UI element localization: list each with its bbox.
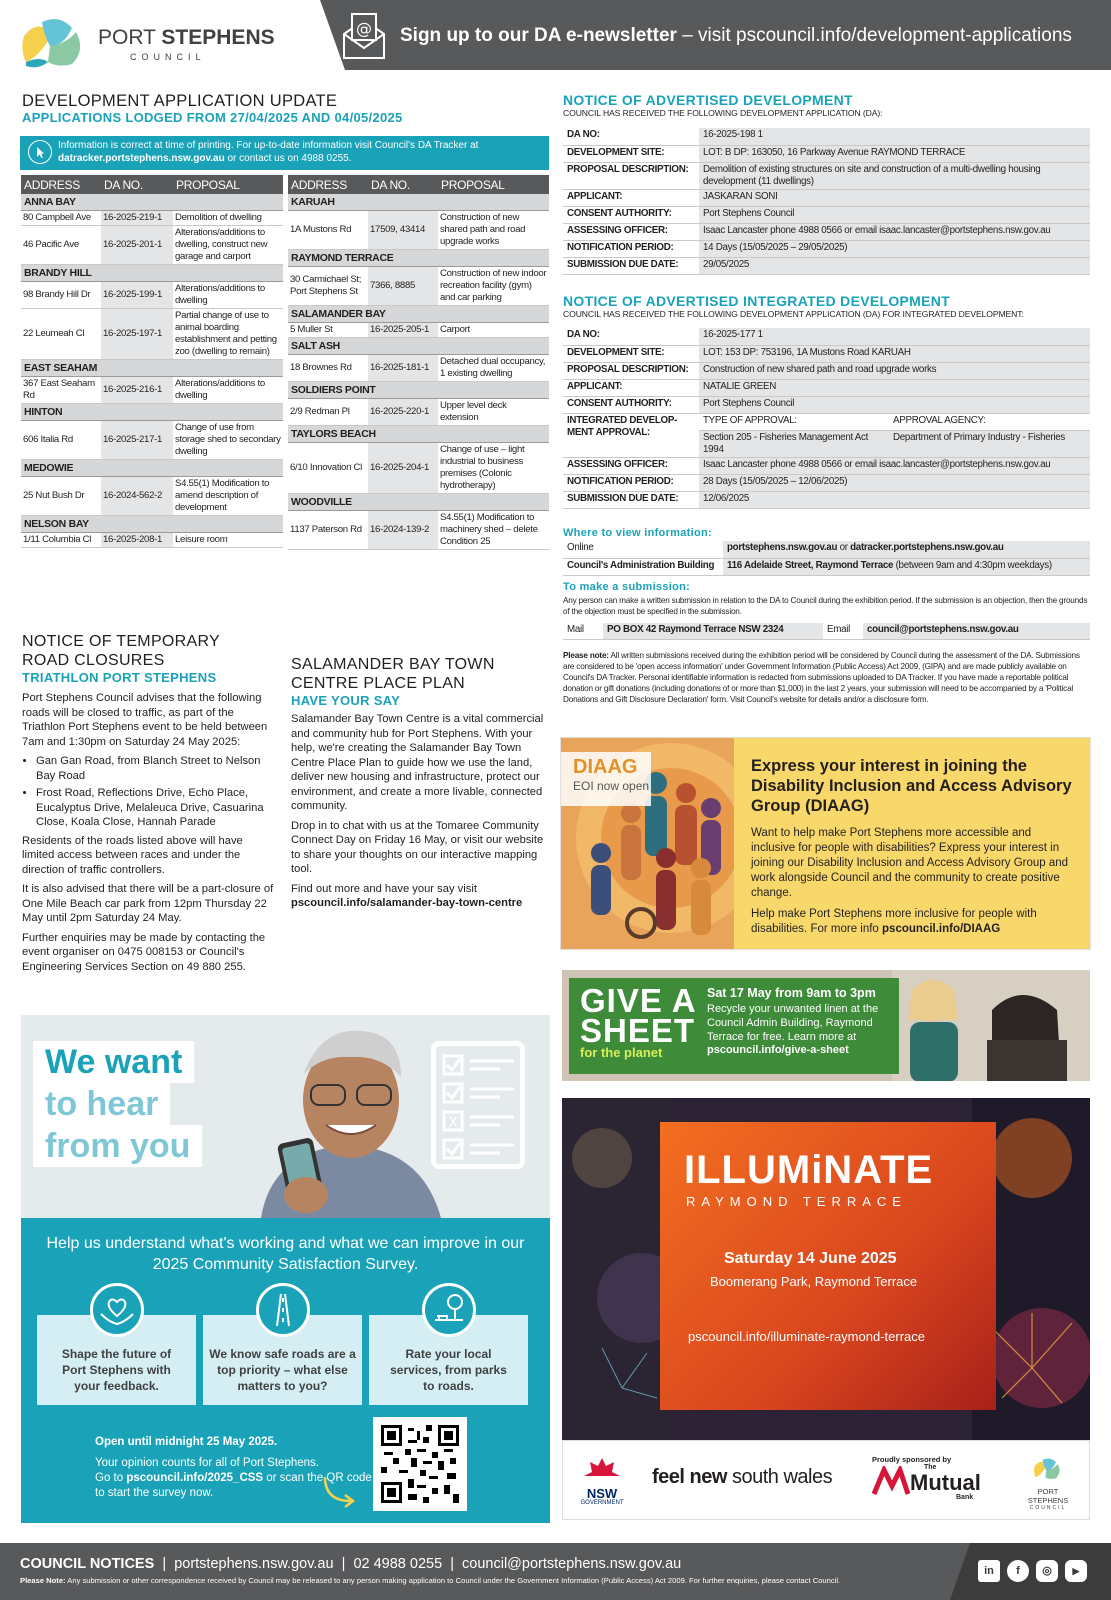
suburb-row	[21, 265, 283, 282]
park-icon	[422, 1283, 476, 1337]
table-row[interactable]	[21, 282, 283, 309]
suburb-row	[21, 194, 283, 211]
da-number-cell: 16-2025-220-1	[368, 399, 438, 426]
list-item: • Frost Road, Reflections Drive, Echo Place, Eucalyptus Drive, Melaleuca Drive, Casuarina Close, Koala Close, Hannah Parade	[36, 786, 278, 830]
notice-value: JASKARAN SONI	[699, 189, 1090, 206]
online-label: Online	[563, 541, 723, 558]
integrated-subtitle: COUNCIL HAS RECEIVED THE FOLLOWING DEVELOPMENT APPLICATION (DA) FOR INTEGRATED DEVELOPMENT:	[563, 309, 1024, 319]
integrated-table	[563, 328, 1090, 509]
notice-key: NOTIFICATION PERIOD:	[563, 240, 699, 257]
survey-card: We know safe roads are a top priority – what else matters to you?	[203, 1315, 362, 1405]
survey-open-until: Open until midnight 25 May 2025.	[95, 1436, 278, 1448]
proposal-cell: Change of use – light industrial to business premises (Colonic hydrotherapy)	[438, 443, 549, 494]
illuminate-subtitle: RAYMOND TERRACE	[686, 1194, 907, 1209]
suburb-name: MEDOWIE	[21, 460, 283, 477]
suburb-name: KARUAH	[288, 194, 549, 211]
suburb-row	[288, 426, 549, 443]
give-sheet-photo	[892, 970, 1090, 1081]
advertised-title: NOTICE OF ADVERTISED DEVELOPMENT	[563, 92, 853, 108]
give-sheet-heading: Sat 17 May from 9am to 3pm	[707, 986, 876, 1000]
diaag-panel: DIAAG EOI now open Express your interest in joining the Disability Inclusion and Access Advisory Group (DIAAG) Want to help make Port Stephens more accessible and inclusive for people with disabilities? Express your interest in joining our Disability Inclusion and Access Advisory Group and work alongside Council and the community to create positive change. Help make Port Stephens more inclusive for people with disabilities. For more info pscouncil.info/DIAAG	[560, 737, 1091, 950]
paragraph: Find out more and have your say visit	[291, 882, 477, 895]
address-cell: 606 Italia Rd	[21, 421, 101, 460]
diaag-link[interactable]: pscouncil.info/DIAAG	[882, 923, 1001, 935]
address-cell: 98 Brandy Hill Dr	[21, 282, 101, 309]
notice-value: 16-2025-198 1	[699, 128, 1090, 145]
please-note: Please note: All written submissions received during the exhibition period will be considered by Council during the assessment of the DA. Submissions are considered to be 'open access information' under Government Information (Public Access) Act 2009, (GIPA) and are made publicly available on Council's DA Tracker. Personal identifiable information is redacted from submissions uploaded to DA Tracker. If you have made a reportable political donation or gift donations (including donations of or more than $1,000) in the last 2 years, your submission will need to be accompanied by a 'Political Donations and Gift Disclosure Declaration' form. Visit Council's website for details and/or a disclosure form.	[563, 651, 1080, 704]
col-header-proposal: PROPOSAL	[173, 175, 283, 194]
suburb-row	[288, 306, 549, 323]
cursor-click-icon	[28, 140, 52, 164]
notice-value: 12/06/2025	[699, 491, 1090, 508]
notice-value: LOT: 153 DP: 753196, 1A Mustons Road KARUAH	[699, 345, 1090, 362]
notice-key: CONSENT AUTHORITY:	[563, 206, 699, 223]
notice-row	[563, 240, 1090, 257]
proposal-cell: Alterations/additions to dwelling	[173, 282, 283, 309]
table-row[interactable]	[288, 267, 549, 306]
col-header-address: ADDRESS	[288, 175, 368, 194]
paragraph: Further enquiries may be made by contacting the event organiser on 0475 008153 or Council's Engineering Services Section on 49 880 255.	[22, 931, 266, 973]
suburb-row	[21, 516, 283, 533]
table-row[interactable]	[21, 533, 283, 548]
survey-cta: Your opinion counts for all of Port Stephens. Go to pscouncil.info/2025_CSS or scan the QR code to start the survey now.	[95, 1457, 372, 1499]
road-closures-section	[22, 632, 278, 979]
footer-web-link[interactable]: portstephens.nsw.gov.au	[174, 1556, 334, 1572]
salamander-section	[291, 655, 549, 911]
datracker-link[interactable]: datracker.portstephens.nsw.gov.au	[58, 153, 225, 164]
notice-key: PROPOSAL DESCRIPTION:	[563, 362, 699, 379]
address-cell: 2/9 Redman Pl	[288, 399, 368, 426]
road-closures-title: NOTICE OF TEMPORARY ROAD CLOSURES	[22, 633, 221, 669]
notice-key: SUBMISSION DUE DATE:	[563, 257, 699, 274]
youtube-icon[interactable]: ▶	[1065, 1560, 1087, 1582]
survey-checklist-graphic	[431, 1041, 525, 1169]
notice-key: DEVELOPMENT SITE:	[563, 145, 699, 162]
table-row[interactable]	[21, 421, 283, 460]
arrow-icon	[321, 1471, 361, 1511]
website-link[interactable]: portstephens.nsw.gov.au	[727, 542, 838, 553]
suburb-name: BRANDY HILL	[21, 265, 283, 282]
suburb-row	[21, 360, 283, 377]
notice-row	[563, 145, 1090, 162]
logo-subtitle: COUNCIL	[130, 52, 206, 62]
da-number-cell: 16-2025-197-1	[101, 309, 173, 360]
table-row[interactable]	[288, 211, 549, 250]
list-item: • Gan Gan Road, from Blanch Street to Nelson Bay Road	[36, 754, 278, 783]
view-info-heading: Where to view information:	[563, 527, 712, 539]
sponsored-by-label: Proudly sponsored by	[872, 1455, 952, 1464]
notice-key: SUBMISSION DUE DATE:	[563, 491, 699, 508]
address-cell: 18 Brownes Rd	[288, 355, 368, 382]
notice-key: ASSESSING OFFICER:	[563, 223, 699, 240]
illuminate-venue: Boomerang Park, Raymond Terrace	[710, 1274, 918, 1289]
table-row[interactable]	[288, 443, 549, 494]
notice-row	[563, 162, 1090, 189]
notice-value: 28 Days (15/05/2025 – 12/06/2025)	[699, 474, 1090, 491]
give-sheet-logo: GIVE A SHEET for the planet	[580, 982, 697, 1060]
suburb-name: ANNA BAY	[21, 194, 283, 211]
footer-label: COUNCIL NOTICES	[20, 1556, 155, 1572]
road-closures-body	[22, 691, 278, 974]
give-a-sheet-panel	[562, 970, 1090, 1081]
salamander-link[interactable]: pscouncil.info/salamander-bay-town-centre	[291, 897, 523, 909]
paragraph: Want to help make Port Stephens more accessible and inclusive for people with disabilities? Express your interest in joining our Disability Inclusion and Access Advisory Group and work alongside Council and the community to create positive change.	[751, 827, 1069, 899]
address-cell: 46 Pacific Ave	[21, 226, 101, 265]
survey-card: Shape the future of Port Stephens with your feedback.	[37, 1315, 196, 1405]
suburb-row	[288, 250, 549, 267]
give-sheet-text: Recycle your unwanted linen at the Council Admin Building, Raymond Terrace for free. Learn more at	[707, 1003, 879, 1043]
notice-value: LOT: B DP: 163050, 16 Parkway Avenue RAYMOND TERRACE	[699, 145, 1090, 162]
proposal-cell: Partial change of use to animal boarding establishment and petting zoo (dwelling to remain)	[173, 309, 283, 360]
survey-panel	[21, 1015, 550, 1523]
qr-code[interactable]	[373, 1417, 467, 1511]
survey-link[interactable]: pscouncil.info/2025_CSS	[126, 1472, 264, 1484]
notice-key: DA NO:	[563, 328, 699, 345]
col-header-address: ADDRESS	[21, 175, 101, 194]
suburb-name: EAST SEAHAM	[21, 360, 283, 377]
advertised-table	[563, 128, 1090, 275]
feel-new-south-wales-logo: feel new south wales	[652, 1466, 833, 1488]
address-cell: 1/11 Columbia Cl	[21, 533, 101, 548]
address-cell: 80 Campbell Ave	[21, 211, 101, 226]
admin-address: 116 Adelaide Street, Raymond Terrace	[727, 559, 894, 571]
da-number-cell: 16-2025-199-1	[101, 282, 173, 309]
svg-text:@: @	[356, 19, 372, 38]
road-icon	[256, 1283, 310, 1337]
table-row[interactable]	[21, 309, 283, 360]
info-box: Information is correct at time of printing. For up-to-date information visit Council's DA Tracker at datracker.portstephens.nsw.gov.au or contact us on 4988 0255.	[20, 136, 549, 170]
da-table-left	[21, 175, 283, 548]
facebook-icon[interactable]: f	[1007, 1560, 1029, 1582]
suburb-row	[21, 460, 283, 477]
road-closures-subtitle: TRIATHLON PORT STEPHENS	[22, 670, 217, 685]
notice-row	[563, 128, 1090, 145]
port-stephens-small-logo: PORT STEPHENS COUNCIL	[1018, 1456, 1078, 1511]
diaag-illustration	[561, 738, 734, 949]
da-number-cell: 16-2024-139-2	[368, 511, 438, 550]
notice-value: 14 Days (15/05/2025 – 29/05/2025)	[699, 240, 1090, 257]
proposal-cell: Construction of new shared path and road upgrade works	[438, 211, 549, 250]
da-number-cell: 16-2025-208-1	[101, 533, 173, 548]
da-table-right	[288, 175, 549, 550]
address-cell: 25 Nut Bush Dr	[21, 477, 101, 516]
table-row[interactable]	[288, 323, 549, 338]
paragraph: Drop in to chat with us at the Tomaree Community Connect Day on Friday 16 May, or visit our website to share your thoughts on our interactive mapping tool.	[291, 819, 544, 875]
submission-text: Any person can make a written submission in relation to the DA to Council during the exhibition period. If the submission is an objection, then the grounds of the objection must be specified in the submission.	[563, 595, 1088, 616]
paragraph: Residents of the roads listed above will have limited access between races and under the direction of traffic controllers.	[22, 834, 243, 876]
notice-row	[563, 328, 1090, 345]
suburb-row	[288, 338, 549, 355]
col-header-proposal: PROPOSAL	[438, 175, 549, 194]
type-of-approval-value: Section 205 - Fisheries Management Act 1994	[699, 430, 889, 457]
notice-row	[563, 457, 1090, 474]
notice-row	[563, 396, 1090, 413]
da-update-subtitle: APPLICATIONS LODGED FROM 27/04/2025 AND 04/05/2025	[22, 110, 403, 125]
salamander-title: SALAMANDER BAY TOWN CENTRE PLACE PLAN	[291, 656, 495, 692]
notice-value: 16-2025-177 1	[699, 328, 1090, 345]
the-mutual-bank-logo: The Mutual Bank	[872, 1466, 982, 1502]
illuminate-panel	[562, 1098, 1090, 1440]
paragraph: Salamander Bay Town Centre is a vital commercial and community hub for Port Stephens. With your help, we're creating the Salamander Bay Town Centre Place Plan to guide how we use the land, deliver new housing and infrastructure, protect our environment, and create a more livable, connected community.	[291, 713, 544, 812]
footer-phone[interactable]: 02 4988 0255	[353, 1556, 443, 1572]
col-header-dano: DA NO.	[368, 175, 438, 194]
notice-row	[563, 206, 1090, 223]
da-number-cell: 16-2025-217-1	[101, 421, 173, 460]
notice-row	[563, 189, 1090, 206]
suburb-row	[288, 382, 549, 399]
address-cell: 30 Carmichael St; Port Stephens St	[288, 267, 368, 306]
paragraph: Port Stephens Council advises that the following roads will be closed to traffic, as part of the Triathlon Port Stephens event to be held between 7am and 1:30pm on Saturday 24 May 2025:	[22, 692, 268, 748]
suburb-name: RAYMOND TERRACE	[288, 250, 549, 267]
address-cell: 5 Muller St	[288, 323, 368, 338]
approval-agency-value: Department of Primary Industry - Fisheries	[889, 430, 1090, 457]
notice-key: NOTIFICATION PERIOD:	[563, 474, 699, 491]
give-sheet-link[interactable]: pscouncil.info/give-a-sheet	[707, 1044, 849, 1056]
da-update-title: DEVELOPMENT APPLICATION UPDATE	[22, 92, 338, 110]
illuminate-date: Saturday 14 June 2025	[724, 1250, 897, 1267]
proposal-cell: Leisure room	[173, 533, 283, 548]
proposal-cell: Change of use from storage shed to secondary dwelling	[173, 421, 283, 460]
table-row[interactable]	[21, 211, 283, 226]
notice-key: ASSESSING OFFICER:	[563, 457, 699, 474]
notice-row	[563, 491, 1090, 508]
suburb-row	[288, 194, 549, 211]
type-of-approval-label: TYPE OF APPROVAL:	[699, 413, 889, 430]
table-row[interactable]	[21, 377, 283, 404]
diaag-badge: DIAAG EOI now open	[561, 752, 651, 806]
suburb-name: SALT ASH	[288, 338, 549, 355]
da-number-cell: 17509, 43414	[368, 211, 438, 250]
footer-note: Please Note: Any submission or other correspondence received by Council may be released to any person making application to Council under the Government Information (Public Access) Act 2009. For further enquiries, please contact Council.	[20, 1576, 841, 1585]
svg-text:X: X	[448, 1115, 458, 1131]
advertised-subtitle: COUNCIL HAS RECEIVED THE FOLLOWING DEVELOPMENT APPLICATION (DA):	[563, 108, 883, 118]
suburb-row	[21, 404, 283, 421]
suburb-name: SALAMANDER BAY	[288, 306, 549, 323]
notice-key: DEVELOPMENT SITE:	[563, 345, 699, 362]
notice-key: INTEGRATED DEVELOP-MENT APPROVAL:	[563, 413, 699, 457]
diaag-heading: Express your interest in joining the Disability Inclusion and Access Advisory Group (DIAAG)	[751, 757, 1072, 815]
da-number-cell: 16-2025-205-1	[368, 323, 438, 338]
instagram-icon[interactable]: ◎	[1036, 1560, 1058, 1582]
da-number-cell: 16-2024-562-2	[101, 477, 173, 516]
da-number-cell: 16-2025-181-1	[368, 355, 438, 382]
da-number-cell: 7366, 8885	[368, 267, 438, 306]
notice-value: Demolition of existing structures on site and construction of a multi-dwelling housing development (11 dwellings)	[699, 162, 1090, 189]
notice-key: CONSENT AUTHORITY:	[563, 396, 699, 413]
admin-building-label: Council's Administration Building	[563, 558, 723, 575]
address-cell: 6/10 Innovation Cl	[288, 443, 368, 494]
survey-card: Rate your local services, from parks to roads.	[369, 1315, 528, 1405]
da-number-cell: 16-2025-219-1	[101, 211, 173, 226]
proposal-cell: Upper level deck extension	[438, 399, 549, 426]
proposal-cell: Detached dual occupancy, 1 existing dwelling	[438, 355, 549, 382]
table-row[interactable]	[288, 511, 549, 550]
notice-value: Port Stephens Council	[699, 396, 1090, 413]
notice-row	[563, 223, 1090, 240]
suburb-name: WOODVILLE	[288, 494, 549, 511]
da-number-cell: 16-2025-204-1	[368, 443, 438, 494]
table-row[interactable]	[21, 477, 283, 516]
suburb-row	[288, 494, 549, 511]
proposal-cell: Alterations/additions to dwelling, construct new garage and carport	[173, 226, 283, 265]
integrated-title: NOTICE OF ADVERTISED INTEGRATED DEVELOPMENT	[563, 293, 951, 309]
notice-key: APPLICANT:	[563, 189, 699, 206]
address-cell: 22 Leumeah Cl	[21, 309, 101, 360]
port-stephens-logo	[20, 16, 88, 70]
survey-intro: Help us understand what's working and what we can improve in our 2025 Community Satisfaction Survey.	[46, 1235, 525, 1273]
approval-agency-label: APPROVAL AGENCY:	[889, 413, 1090, 430]
suburb-name: NELSON BAY	[21, 516, 283, 533]
proposal-cell: Carport	[438, 323, 549, 338]
salamander-body	[291, 712, 549, 911]
notice-row	[563, 474, 1090, 491]
notice-row	[563, 362, 1090, 379]
mail-address: PO BOX 42 Raymond Terrace NSW 2324	[603, 623, 823, 640]
table-row[interactable]	[288, 355, 549, 382]
notice-key: APPLICANT:	[563, 379, 699, 396]
notice-row	[563, 379, 1090, 396]
footer-contact: COUNCIL NOTICES | portstephens.nsw.gov.au | 02 4988 0255 | council@portstephens.nsw.gov.au	[20, 1556, 682, 1572]
illuminate-link[interactable]: pscouncil.info/illuminate-raymond-terrace	[688, 1329, 925, 1344]
address-cell: 367 East Seaham Rd	[21, 377, 101, 404]
footer-email-link[interactable]: council@portstephens.nsw.gov.au	[462, 1556, 682, 1572]
paragraph: It is also advised that there will be a part-closure of One Mile Beach car park from 12pm Thursday 22 May until 2pm Saturday 24 May.	[22, 883, 274, 924]
suburb-name: TAYLORS BEACH	[288, 426, 549, 443]
submission-heading: To make a submission:	[563, 580, 691, 593]
email-link[interactable]: council@portstephens.nsw.gov.au	[863, 623, 1090, 640]
suburb-name: SOLDIERS POINT	[288, 382, 549, 399]
suburb-name: HINTON	[21, 404, 283, 421]
logo-wordmark: PORT STEPHENS	[98, 26, 275, 49]
newsletter-banner-text[interactable]: Sign up to our DA e-newsletter – visit pscouncil.info/development-applications	[400, 25, 1072, 46]
notice-key: PROPOSAL DESCRIPTION:	[563, 162, 699, 189]
survey-headline: We want to hear from you	[33, 1041, 202, 1167]
table-row[interactable]	[21, 226, 283, 265]
proposal-cell: Alterations/additions to dwelling	[173, 377, 283, 404]
col-header-dano: DA NO.	[101, 175, 173, 194]
da-number-cell: 16-2025-216-1	[101, 377, 173, 404]
notice-row	[563, 413, 1090, 430]
notice-row	[563, 345, 1090, 362]
address-cell: 1137 Paterson Rd	[288, 511, 368, 550]
proposal-cell: S4.55(1) Modification to amend description of development	[173, 477, 283, 516]
view-info-section: Where to view information: Online portstephens.nsw.gov.au or datracker.portstephens.nsw.gov.au Council's Administration Building 116 Adelaide Street, Raymond Terrace (between 9am and 4:30pm weekdays) To make a submission: Any person can make a written submission in relation to the DA to Council during the exhibition period. If the submission is an objection, then the grounds of the objection must be specified in the submission. Mail PO BOX 42 Raymond Terrace NSW 2324 Email council@portstephens.nsw.gov.au Please note: All written submissions received during the exhibition period will be considered by Council during the assessment of the DA. Submissions are considered to be 'open access information' under Government Information (Public Access) Act 2009, (GIPA) and are made publicly available on Council's DA Tracker. Personal identifiable information is redacted from submissions uploaded to DA Tracker. If you have made a reportable political donation or gift donations (including donations of or more than $1,000) in the last 2 years, your submission will need to be accompanied by a 'Political Donations and Gift Disclosure Declaration' form. Visit Council's website for details and/or a disclosure form.	[563, 527, 1090, 705]
da-number-cell: 16-2025-201-1	[101, 226, 173, 265]
notice-value: Construction of new shared path and road upgrade works	[699, 362, 1090, 379]
heart-hands-icon	[90, 1283, 144, 1337]
mail-label: Mail	[563, 623, 603, 640]
nsw-government-logo: NSW GOVERNMENT	[578, 1456, 626, 1506]
datracker-link[interactable]: datracker.portstephens.nsw.gov.au	[850, 542, 1004, 553]
email-label: Email	[823, 623, 863, 640]
proposal-cell: Demolition of dwelling	[173, 211, 283, 226]
address-cell: 1A Mustons Rd	[288, 211, 368, 250]
envelope-at-icon	[342, 12, 386, 60]
salamander-subtitle: HAVE YOUR SAY	[291, 693, 401, 708]
proposal-cell: Construction of new indoor recreation facility (gym) and car parking	[438, 267, 549, 306]
proposal-cell: S4.55(1) Modification to machinery shed – delete Condition 25	[438, 511, 549, 550]
notice-value: Isaac Lancaster phone 4988 0566 or email isaac.lancaster@portstephens.nsw.gov.au	[699, 457, 1090, 474]
notice-value: Isaac Lancaster phone 4988 0566 or email isaac.lancaster@portstephens.nsw.gov.au	[699, 223, 1090, 240]
illuminate-title: ILLUMiNATE	[684, 1148, 934, 1192]
notice-row	[563, 257, 1090, 274]
table-row[interactable]	[288, 399, 549, 426]
notice-value: 29/05/2025	[699, 257, 1090, 274]
notice-value: NATALIE GREEN	[699, 379, 1090, 396]
notice-value: Port Stephens Council	[699, 206, 1090, 223]
notice-key: DA NO:	[563, 128, 699, 145]
linkedin-icon[interactable]: in	[978, 1560, 1000, 1582]
